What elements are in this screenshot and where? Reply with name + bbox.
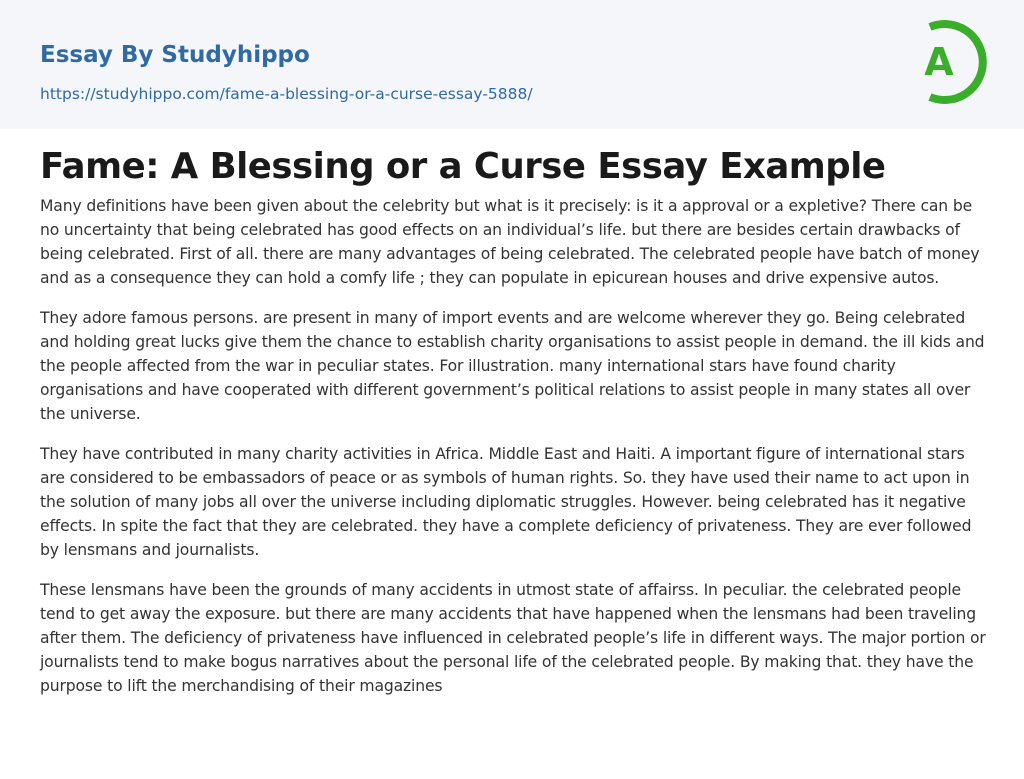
page-title: Fame: A Blessing or a Curse Essay Example: [40, 146, 886, 187]
essay-paragraph: These lensmans have been the grounds of many accidents in utmost state of affairss. In peculiar. the celebrated people tend to get away the exposure. but there are many accidents that have happened when the lensmans had been traveling after them. The deficiency of privateness have influenced in celebrated people’s life in different ways. The major portion or journalists tend to make bogus narratives about the personal life of the celebrated people. By making that. they have the purpose to lift the merchandising of their magazines: [40, 581, 986, 695]
site-header: [0, 0, 1024, 129]
essay-body: [40, 194, 990, 714]
logo-letter: A: [924, 40, 954, 84]
site-brand[interactable]: Essay By Studyhippo: [40, 42, 310, 68]
essay-paragraph: They have contributed in many charity activities in Africa. Middle East and Haiti. A important figure of international stars are considered to be embassadors of peace or as symbols of human rights. So. they have used their name to act upon in the solution of many jobs all over the universe including diplomatic struggles. However. being celebrated has it negative effects. In spite the fact that they are celebrated. they have a complete deficiency of privateness. They are ever followed by lensmans and journalists.: [40, 445, 972, 559]
studyhippo-logo-icon[interactable]: [906, 19, 990, 105]
essay-paragraph: They adore famous persons. are present in many of import events and are welcome wherever they go. Being celebrated and holding great lucks give them the chance to establish charity organisations to assist people in demand. the ill kids and the people affected from the war in peculiar states. For illustration. many international stars have found charity organisations and have cooperated with different government’s political relations to assist people in many states all over the universe.: [40, 309, 985, 423]
source-url-link[interactable]: https://studyhippo.com/fame-a-blessing-or-a-curse-essay-5888/: [40, 85, 533, 103]
essay-paragraph: Many definitions have been given about the celebrity but what is it precisely: is it a approval or a expletive? There can be no uncertainty that being celebrated has good effects on an individual’s life. but there are besides certain drawbacks of being celebrated. First of all. there are many advantages of being celebrated. The celebrated people have batch of money and as a consequence they can hold a comfy life ; they can populate in epicurean houses and drive expensive autos.: [40, 197, 980, 287]
